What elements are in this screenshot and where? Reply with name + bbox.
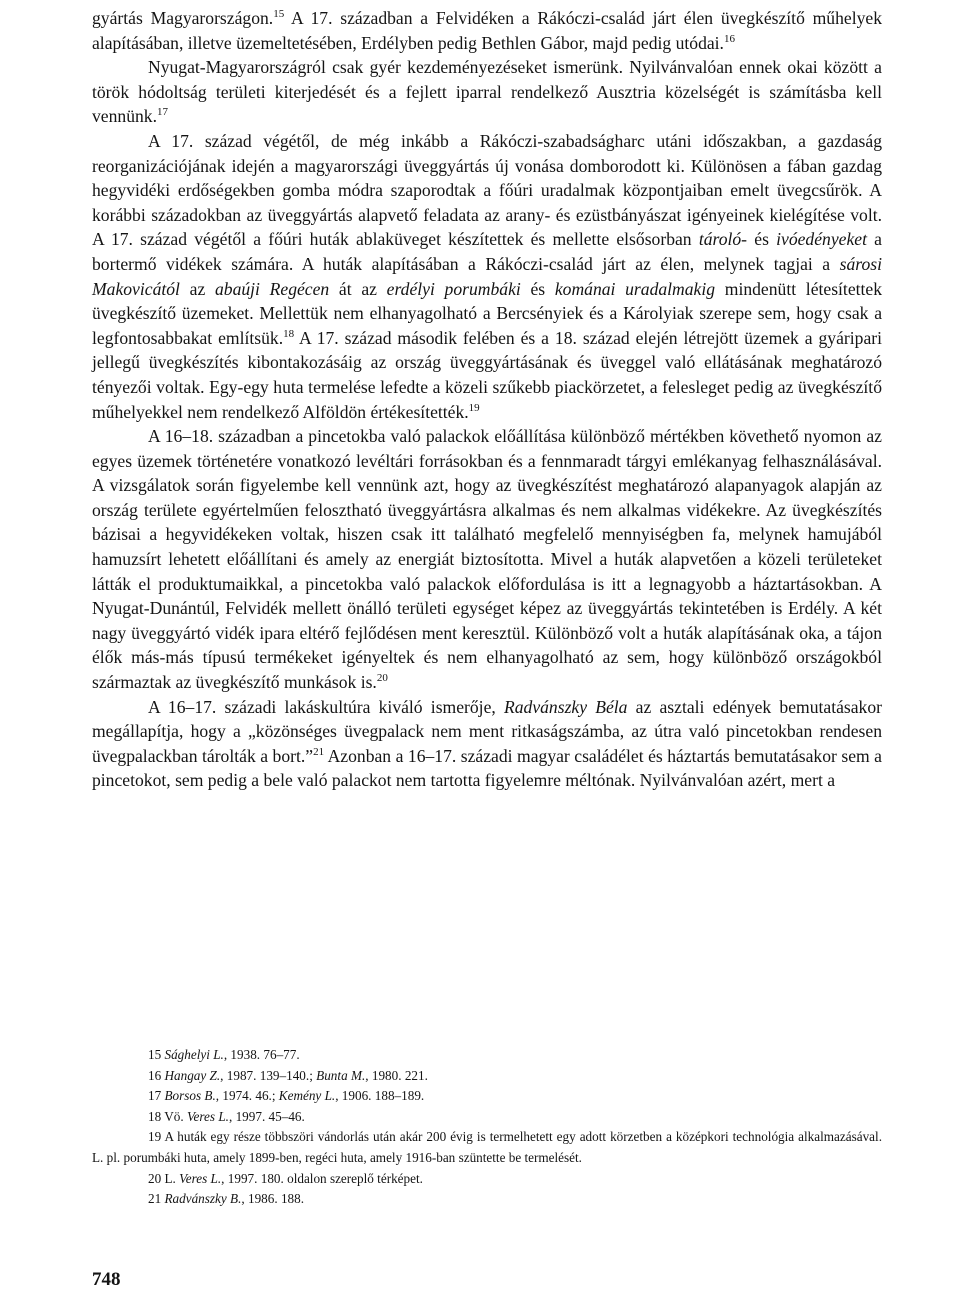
footnote-15: 15 Sághelyi L., 1938. 76–77. <box>148 1047 300 1062</box>
paragraph-3: A 17. század végétől, de még inkább a Rákóczi-szabadságharc utáni időszakban, a gazdaság reorganizációjának idején a magyarországi üveggyártás új vonása domborodott ki. Különösen a fában gazdag hegyvidéki erdőségekben gomba módra szaporodtak a főúri uradalmak központjaiban emelt üvegcsűrök. A korábbi századokban az üveggyártás alapvető feladata az arany- és ezüstbányászat igényeinek kielégítése volt. A 17. század végétől a főúri huták ablaküveget készítettek és mellette elsősorban tároló- és ivóedényeket a bortermő vidékek számára. A huták alapításában a Rákóczi-család járt az élen, melynek tagjai a sárosi Makovicától az abaúji Regécen át az erdélyi porumbáki és kománai uradalmakig mindenütt létesítettek üvegkészítő üzemeket. Mellettük nem elhanyagolható a Bercsényiek és a Károlyiak szerepe sem, hogy csak a legfontosabbakat említsük.$^{18}$ A 17. század második felében és a 18. század elején létrejött üzemek a gyáripari jellegű üvegkészítés kibontakozásáig az ország üveggyártásának és üveggel való ellátásának meghatározó tényezői voltak. Egy-egy huta termelése lefedte a közeli szűkebb piackörzetet, a felesleget pedig az üvegkészítő műhelyekkel nem rendelkező Alföldön értékesítették.$^{19}$ <box>92 130 883 422</box>
footnote-ref-18: 18 <box>283 327 295 340</box>
footnote-ref-20: 20 <box>376 672 388 685</box>
footnote-ref-16: 16 <box>723 32 735 45</box>
footnote-20: 20 L. Veres L., 1997. 180. oldalon szereplő térképet. <box>148 1170 423 1186</box>
paragraph-1: gyártás Magyarországon.$^{15}$ A 17. században a Felvidéken a Rákóczi-család járt élen üvegkészítő műhelyek alapításában, illetve üzemeltetésében, Erdélyben pedig Bethlen Gábor, majd pedig utódai.$^{16}$ <box>92 8 883 53</box>
footnote-ref-15: 15 <box>273 8 285 20</box>
page-number: 748 <box>92 1269 121 1290</box>
footnote-21: 21 Radvánszky B., 1986. 188. <box>148 1191 305 1207</box>
footnote-ref-17: 17 <box>157 106 168 119</box>
paragraph-5: A 16–17. századi lakáskultúra kiváló ismerője, Radvánszky Béla az asztali edények bemutatásakor megállapítja, hogy a „közönséges üvegpalack nem ment ritkaságszámba, az útra való pincetokban rendesen üvegpalackban tárolták a bort.”$^{21}$ Azonban a 16–17. századi magyar családélet és háztartás bemutatásakor sem a pincetokot, sem pedig a bele való palackot nem tartotta figyelemre méltónak. Nyilvánvalóan azért, mert a <box>92 696 883 791</box>
main-text <box>92 6 882 793</box>
footnote-19: 19 A huták egy része többszöri vándorlás után akár 200 évig is termelhetett egy adott körzetben a középkori technológia alkalmazásával. L. pl. porumbáki huta, amely 1899-ben, regéci huta, amely 1916-ban szüntette be termelését. <box>92 1129 883 1165</box>
footnote-18: 18 Vö. Veres L., 1997. 45–46. <box>148 1108 305 1124</box>
footnote-ref-19: 19 <box>468 401 480 414</box>
paragraph-4: A 16–18. században a pincetokba való palackok előállítása különböző mértékben követhető nyomon az egyes üzemek történetére vonatkozó levéltári forrásokban és a fennmaradt tárgyi emlékanyag felhasználásával. A vizsgálatok során figyelembe kell vennünk azt, hogy az üvegkészítést meghatározó alapanyagok alapján az ország területe egyértelműen felosztható üveggyártásra alkalmas és nem alkalmas vidékekre. Az üvegkészítés bázisai a hegyvidékeken voltak, hiszen csak itt található megfelelő mennyiségben fa, melynek hamujából hamuzsírt lehetett előállítani és amely az energiát biztosította. Mivel a huták alapvetően a közeli területeket látták el produktumaikkal, a pincetokba való palackok előfordulása is itt a legnagyobb a háztartásokban. A Nyugat-Dunántúl, Felvidék mellett önálló területi egységet képez az üveggyártás tekintetében is Erdély. A két nagy üveggyártó vidék ipara eltérő fejlődésen ment keresztül. Különböző volt a huták alapításának oka, a tájon élők más-más típusú termékeket igényeltek és nem elhanyagolható az sem, hogy különböző országokból származtak az üvegkészítő munkások is.$^{20}$ <box>92 426 882 693</box>
footnotes <box>92 1045 882 1210</box>
footnote-17: 17 Borsos B., 1974. 46.; Kemény L., 1906. 188–189. <box>148 1088 425 1104</box>
paragraph-2: Nyugat-Magyarországról csak gyér kezdeményezéseket ismerünk. Nyilvánvalóan ennek okai között a török hódoltság területi kiterjedését és a fejlett iparral rendelkező Ausztria közelségét is számításba kell vennünk.$^{17}$ <box>92 57 882 127</box>
footnote-ref-21: 21 <box>313 745 325 758</box>
footnote-16: 16 Hangay Z., 1987. 139–140.; Bunta M., 1980. 221. <box>148 1067 428 1083</box>
